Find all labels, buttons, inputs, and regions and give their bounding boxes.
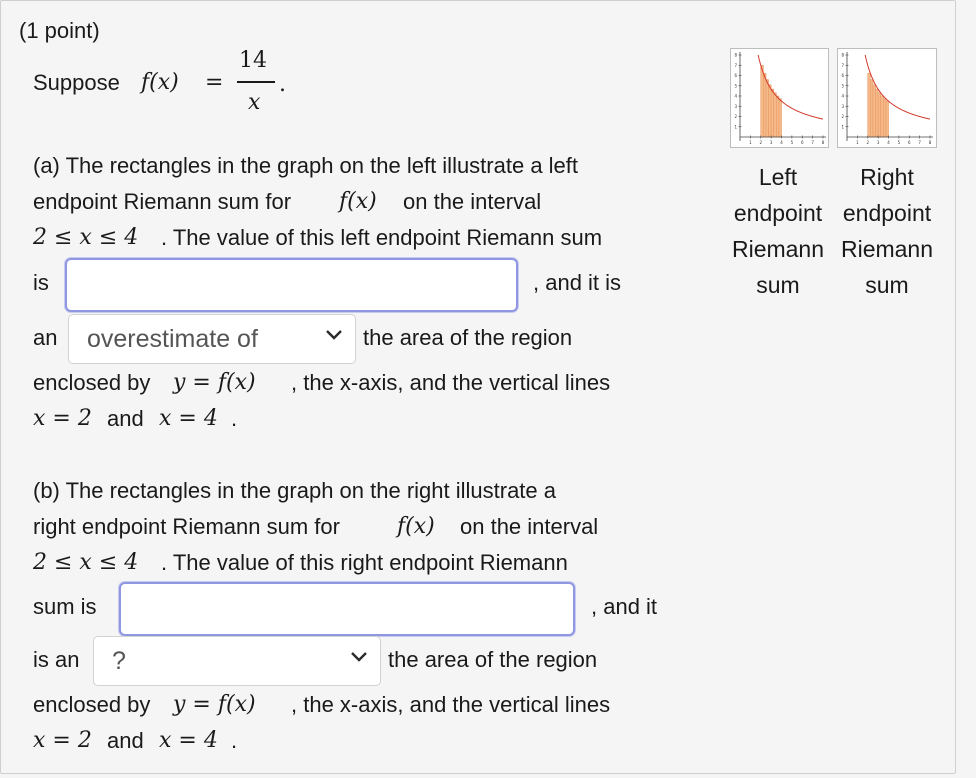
y-tick-label: 4 [841,93,844,99]
left-riemann-rect [761,65,764,137]
part-a-an-label: an [33,325,58,350]
right-caption-line3: Riemann [840,236,934,262]
part-b-line2-start: right endpoint Riemann sum for [33,514,340,539]
right-riemann-rect [873,85,876,137]
y-tick-label: 8 [841,52,844,58]
y-tick-label: 3 [734,103,737,109]
right-graph-caption [833,159,941,303]
x-tick-label: 4 [887,140,890,145]
left-caption-line4: sum [756,272,800,298]
part-b-line7-and: and [107,728,144,753]
left-riemann-rect [776,96,779,137]
part-a-line2-end: on the interval [403,189,542,214]
chevron-down-icon [350,651,368,663]
part-a-line1: (a) The rectangles in the graph on the left illustrate a left [33,153,579,178]
x-tick-label: 2 [866,140,870,145]
fraction-denominator: x [248,90,261,115]
part-a-sum-input[interactable] [65,258,518,312]
part-b-line7-math1: x = 2 [33,728,92,753]
part-a-after-input: , and it is [533,270,622,295]
part-a-select-value: overestimate of [87,325,258,353]
left-riemann-rect [771,89,774,137]
x-tick-label: 4 [780,140,783,145]
part-b-interval: 2 ≤ x ≤ 4 [33,550,139,575]
right-caption-line2: endpoint [842,200,932,226]
part-a-is-label: is [33,270,49,295]
x-tick-label: 8 [928,140,932,145]
part-a-line6-end: , the x-axis, and the vertical lines [291,370,611,395]
y-tick-label: 4 [734,93,737,99]
part-a-interval: 2 ≤ x ≤ 4 [33,225,139,250]
part-a-line2-math: f(x) [339,189,377,214]
right-riemann-rect [878,93,881,137]
part-b-line2-math: f(x) [397,514,435,539]
left-graph-canvas [731,49,828,147]
x-tick-label: 1 [749,140,752,145]
right-riemann-rect [876,89,879,137]
right-riemann-rect [886,101,889,137]
part-a-line6-start: enclosed by [33,370,151,395]
part-a-line7-and: and [107,406,144,431]
x-tick-label: 3 [876,140,880,145]
right-riemann-rect [883,99,886,137]
x-tick-label: 5 [897,140,901,145]
right-riemann-rect [881,96,884,137]
part-b-line2-end: on the interval [460,514,599,539]
right-riemann-rect [870,80,873,137]
left-caption-line2: endpoint [733,200,823,226]
x-tick-label: 1 [856,140,859,145]
part-b-line6-start: enclosed by [33,692,151,717]
function-name: f(x) [141,70,179,95]
part-b-select-value: ? [112,647,126,675]
left-caption-line3: Riemann [731,236,825,262]
part-a-line2-start: endpoint Riemann sum for [33,189,292,214]
right-graph-canvas [838,49,936,147]
x-tick-label: 5 [790,140,794,145]
y-tick-label: 6 [841,73,844,78]
part-a-line3-end: . The value of this left endpoint Riemann sum [161,225,603,250]
left-riemann-rect [774,93,777,137]
part-b-line6-end: , the x-axis, and the vertical lines [291,692,611,717]
right-riemann-graph[interactable] [837,48,937,148]
x-tick-label: 6 [907,140,911,145]
part-b-after-input: , and it [591,594,658,619]
equals-sign: = [205,70,224,95]
part-a-line6-math: y = f(x) [173,370,256,395]
y-tick-label: 5 [841,83,844,89]
y-tick-label: 1 [734,124,737,130]
right-riemann-rect [868,73,871,137]
part-b-line3-end: . The value of this right endpoint Riemann [161,550,568,575]
part-b-line7-math2: x = 4 [159,728,218,753]
part-b-sum-is-label: sum is [33,594,97,619]
part-b-is-an-label: is an [33,647,80,672]
left-riemann-rect [763,73,766,137]
fraction-bar [237,81,275,83]
left-riemann-rect [779,99,782,137]
left-riemann-rect [769,85,772,137]
part-b-estimate-select[interactable] [93,636,381,686]
part-b-line7-end: . [231,728,238,753]
chevron-down-icon [325,329,343,341]
left-caption-line1: Left [758,164,798,190]
y-tick-label: 8 [734,52,737,58]
y-tick-label: 2 [734,114,737,119]
y-tick-label: 7 [734,62,737,68]
y-tick-label: 3 [841,103,844,109]
left-riemann-rect [766,80,769,137]
part-b-line6-math: y = f(x) [173,692,256,717]
y-tick-label: 1 [841,124,844,130]
part-b-line1: (b) The rectangles in the graph on the right illustrate a [33,478,557,503]
x-tick-label: 3 [769,140,773,145]
y-tick-label: 5 [734,83,737,89]
x-tick-label: 7 [811,140,814,145]
suppose-label: Suppose [33,70,120,95]
part-a-estimate-select[interactable] [68,314,356,364]
points-label: (1 point) [19,18,100,43]
fraction-numerator: 14 [239,48,267,73]
x-tick-label: 7 [918,140,921,145]
right-caption-line1: Right [860,164,914,190]
y-tick-label: 7 [841,62,844,68]
part-a-line7-math2: x = 4 [159,406,218,431]
part-a-line7-math1: x = 2 [33,406,92,431]
x-tick-label: 2 [759,140,763,145]
x-tick-label: 6 [800,140,804,145]
part-b-sum-input[interactable] [119,582,575,636]
y-tick-label: 2 [841,114,844,119]
left-graph-caption [723,159,833,303]
prompt-period: . [279,72,286,97]
x-tick-label: 8 [821,140,825,145]
part-a-after-select: the area of the region [363,325,573,350]
left-riemann-graph[interactable] [730,48,829,148]
part-b-after-select: the area of the region [388,647,598,672]
part-a-line7-end: . [231,406,238,431]
y-tick-label: 6 [734,73,737,78]
right-caption-line4: sum [865,272,909,298]
